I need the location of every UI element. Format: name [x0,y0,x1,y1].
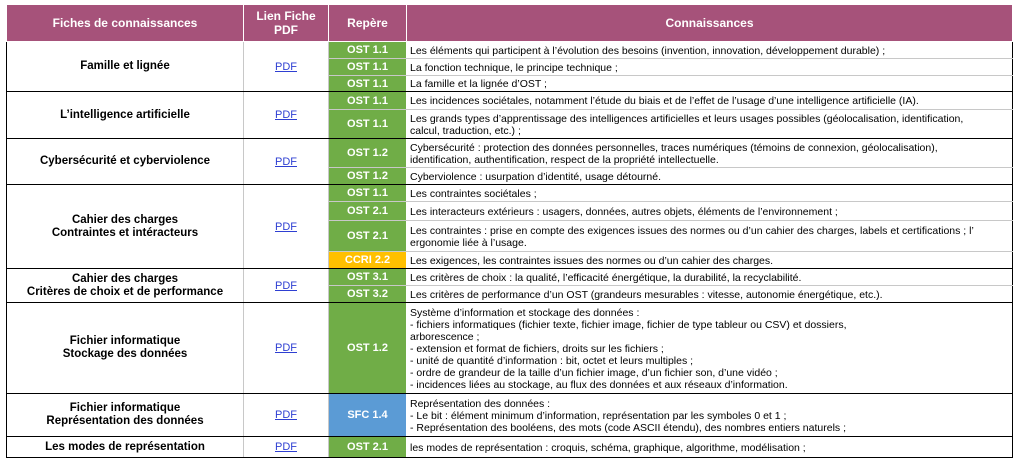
table-row [7,92,1013,110]
repere-badge: SFC 1.4 [329,394,407,437]
pdf-link[interactable]: PDF [275,409,297,421]
table-row [7,185,1013,202]
repere-badge: OST 3.1 [329,269,407,286]
table-row [7,42,1013,59]
pdf-link-cell [244,92,329,139]
header-lien-pdf: Lien Fiche PDF [244,5,329,42]
pdf-link[interactable]: PDF [275,155,297,168]
connaissance-text: Les critères de choix : la qualité, l’efficacité énergétique, la durabilité, la recyclabilité. [407,269,1013,286]
repere-badge: OST 3.2 [329,286,407,303]
connaissance-text: Cyberviolence : usurpation d’identité, usage détourné. [407,168,1013,185]
connaissance-text: Les critères de performance d’un OST (grandeurs mesurables : vitesse, autonomie énergétique, etc.). [407,286,1013,303]
pdf-link[interactable]: PDF [275,109,297,121]
connaissance-text: Représentation des données : - Le bit : élément minimum d’information, représentation par les symboles 0 et 1 ; - Représentation des booléens, des mots (code ASCII étendu), des nombres entiers naturels ; [407,394,1013,437]
repere-badge: OST 1.1 [329,59,407,76]
connaissance-text: Les éléments qui participent à l’évolution des besoins (invention, innovation, développement durable) ; [407,42,1013,59]
repere-badge: OST 1.1 [329,42,407,59]
connaissance-text: Les exigences, les contraintes issues des normes ou d’un cahier des charges. [407,252,1013,269]
fiche-title: Famille et lignée [7,42,244,92]
repere-badge: OST 1.2 [329,168,407,185]
repere-badge: OST 2.1 [329,221,407,252]
pdf-link[interactable]: PDF [275,441,297,453]
connaissance-text: Cybersécurité : protection des données personnelles, traces numériques (témoins de connexion, géolocalisation), identification, authentification, respect de la propriété intellectuelle. [407,139,1013,168]
repere-badge: OST 1.2 [329,139,407,168]
pdf-link[interactable]: PDF [275,60,297,73]
repere-badge: OST 1.1 [329,92,407,110]
pdf-link-cell [244,42,329,92]
repere-badge: OST 1.1 [329,185,407,202]
pdf-link-cell [244,437,329,458]
repere-badge: OST 1.2 [329,303,407,394]
table-row [7,303,1013,394]
connaissance-text: Les incidences sociétales, notamment l’étude du biais et de l’effet de l’usage d’une intelligence artificielle (IA). [407,92,1013,110]
pdf-link[interactable]: PDF [275,220,297,233]
fiche-title: Fichier informatique Représentation des données [7,394,244,437]
repere-badge: OST 1.1 [329,110,407,139]
pdf-link-cell [244,139,329,185]
fiche-title: Cahier des charges Critères de choix et de performance [7,269,244,303]
connaissance-text: Les contraintes sociétales ; [407,185,1013,202]
connaissance-text: Système d’information et stockage des données : - fichiers informatiques (fichier texte, fichier image, fichier de type tableur ou CSV) et dossiers, arborescence ; - extension et format de fichiers, droits sur les fichiers ; - unité de quantité d’information : bit, octet et leurs multiples ; - ordre de grandeur de la taille d’un fichier image, d’un fichier son, d’une vidéo ; - incidences liées au stockage, au flux des données et aux réseaux d’information. [407,303,1013,394]
knowledge-sheet-table [6,4,1012,458]
header-repere: Repère [329,5,407,42]
connaissance-text: Les contraintes : prise en compte des exigences issues des normes ou d’un cahier des charges, labels et certifications ; l’ ergonomie liée à l’usage. [407,221,1013,252]
table-row [7,139,1013,168]
connaissance-text: Les interacteurs extérieurs : usagers, données, autres objets, éléments de l’environnement ; [407,202,1013,221]
pdf-link[interactable]: PDF [275,279,297,292]
fiche-title: Cybersécurité et cyberviolence [7,139,244,185]
fiche-title: Cahier des charges Contraintes et intéracteurs [7,185,244,269]
connaissance-text: La famille et la lignée d’OST ; [407,76,1013,92]
table-row [7,394,1013,437]
header-fiches: Fiches de connaissances [7,5,244,42]
connaissance-text: les modes de représentation : croquis, schéma, graphique, algorithme, modélisation ; [407,437,1013,458]
table-row [7,269,1013,286]
pdf-link-cell [244,303,329,394]
knowledge-table [6,4,1013,458]
fiche-title: Les modes de représentation [7,437,244,458]
connaissance-text: Les grands types d’apprentissage des intelligences artificielles et leurs usages possibles (géolocalisation, identification, calcul, traduction, etc.) ; [407,110,1013,139]
pdf-link-cell [244,185,329,269]
fiche-title: L’intelligence artificielle [7,92,244,139]
repere-badge: OST 2.1 [329,202,407,221]
repere-badge: OST 2.1 [329,437,407,458]
repere-badge: CCRI 2.2 [329,252,407,269]
pdf-link[interactable]: PDF [275,342,297,354]
connaissance-text: La fonction technique, le principe technique ; [407,59,1013,76]
header-row [7,5,1013,42]
fiche-title: Fichier informatique Stockage des données [7,303,244,394]
table-row [7,437,1013,458]
pdf-link-cell [244,394,329,437]
pdf-link-cell [244,269,329,303]
repere-badge: OST 1.1 [329,76,407,92]
header-connaissances: Connaissances [407,5,1013,42]
